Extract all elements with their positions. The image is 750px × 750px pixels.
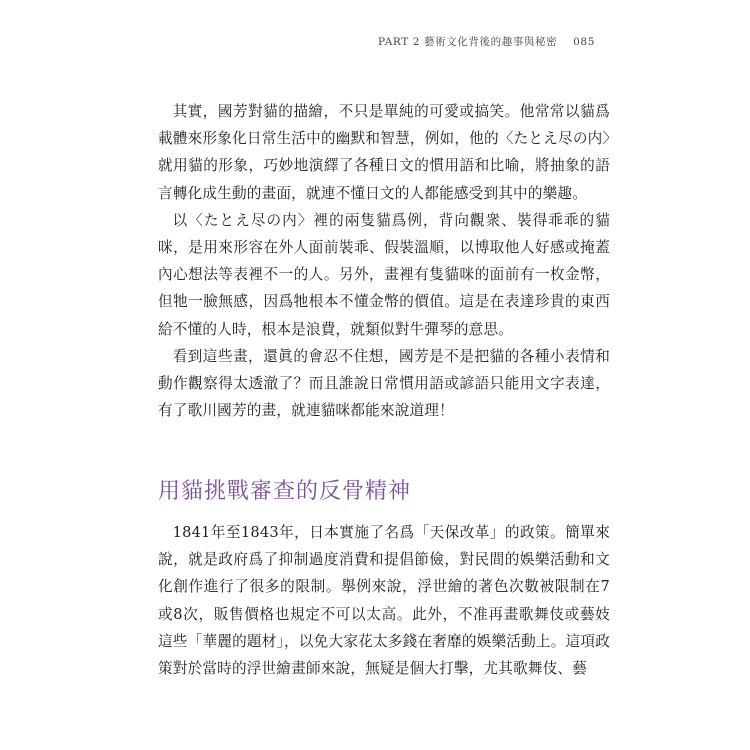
part-label: PART 2	[378, 36, 421, 48]
paragraph: 看到這些畫，還眞的會忍不住想，國芳是不是把貓的各種小表情和動作觀察得太透澈了？而且誰說日常慣用語或諺語只能用文字表達，有了歌川國芳的畫，就連貓咪都能來說道理！	[158, 347, 610, 420]
paragraph: 1841年至1843年，日本實施了名爲「天保改革」的政策。簡單來說，就是政府爲了抑制過度消費和提倡節儉，對民間的娛樂活動和文化創作進行了很多的限制。舉例來說，浮世繪的著色次數被限制在7或8次，販售價格也規定不可以太高。此外，不准再畫歌舞伎或藝妓這些「華麗的題材」，以免大家花太多錢在奢靡的娛樂活動上。這項政策對於當時的浮世繪畫師來說，無疑是個大打擊，尤其歌舞伎、藝	[158, 524, 610, 678]
paragraph: 以〈たとえ尽の内〉裡的兩隻貓爲例，背向觀衆、裝得乖乖的貓咪，是用來形容在外人面前裝乖、假裝溫順，以博取他人好感或掩蓋內心想法等表裡不一的人。另外，畫裡有隻貓咪的面前有一枚金幣，但牠一臉無感，因爲牠根本不懂金幣的價值。這是在表達珍貴的東西給不懂的人時，根本是浪費，就類似對牛彈琴的意思。	[158, 211, 610, 338]
paragraph: 其實，國芳對貓的描繪，不只是單純的可愛或搞笑。他常常以貓爲載體來形象化日常生活中的幽默和智慧，例如，他的〈たとえ尽の内〉就用貓的形象，巧妙地演繹了各種日文的慣用語和比喻，將抽象的語言轉化成生動的畫面，就連不懂日文的人都能感受到其中的樂趣。	[158, 103, 610, 202]
part-title: 藝術文化背後的趣事與秘密	[424, 36, 558, 48]
body-text-lower	[158, 519, 610, 682]
section-heading: 用貓挑戰審查的反骨精神	[158, 479, 412, 504]
page-number: 085	[573, 36, 595, 48]
running-header	[378, 34, 595, 49]
body-text-upper	[158, 98, 610, 424]
